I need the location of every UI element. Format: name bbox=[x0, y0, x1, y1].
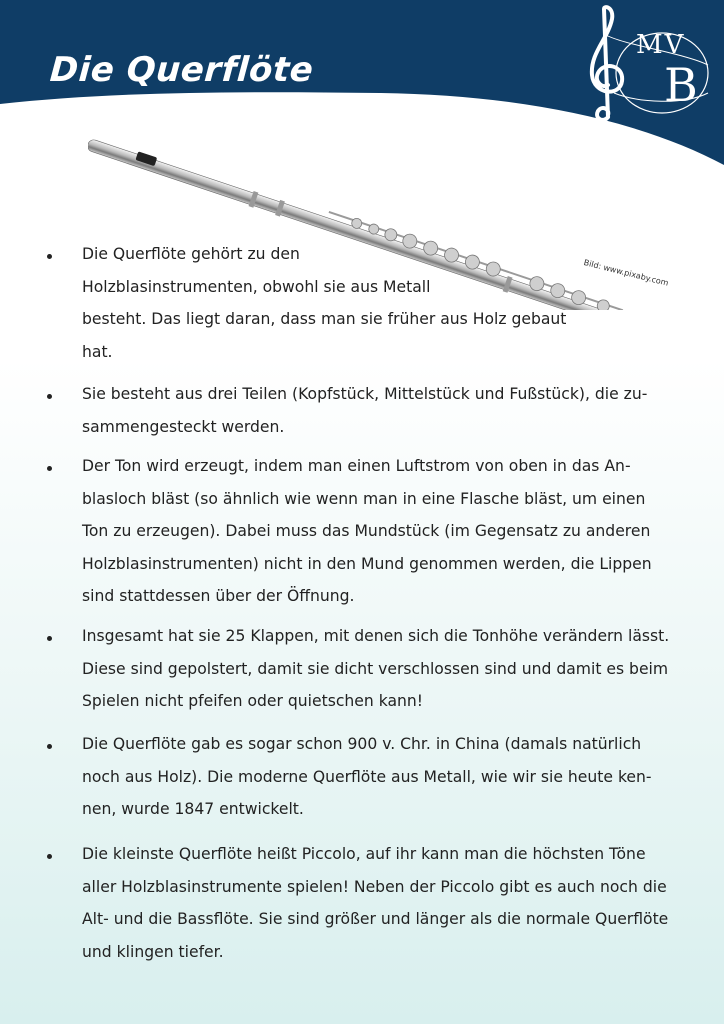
fact-text: Der Ton wird erzeugt, indem man einen Luftstrom von oben in das An- blasloch bläst (so ähnlich wie wenn man in eine Flasche bläst, um einen Ton zu erzeugen). Dabei muss das Mundstück (im Gegensatz zu anderen Holzblasinstrumenten) nicht in den Mund genommen werden, die Lippen sind stattdessen über der Öffnung. bbox=[82, 457, 652, 606]
bullet-icon bbox=[47, 394, 52, 399]
logo-text-b: B bbox=[664, 58, 698, 112]
bullet-icon bbox=[47, 466, 52, 471]
fact-text: Sie besteht aus drei Teilen (Kopfstück, Mittelstück und Fußstück), die zu- sammengesteckt werden. bbox=[82, 385, 648, 436]
bullet-icon bbox=[47, 636, 52, 641]
fact-text: Die kleinste Querflöte heißt Piccolo, auf ihr kann man die höchsten Töne aller Holzblasinstrumente spielen! Neben der Piccolo gibt es auch noch die Alt- und die Bassflöte. Sie sind größer und länger als die normale Querflöte und klingen tiefer. bbox=[82, 845, 669, 961]
fact-text: Die Querflöte gab es sogar schon 900 v. Chr. in China (damals natürlich noch aus Holz). Die moderne Querflöte aus Metall, wie wir sie heute ken- nen, wurde 1847 entwickelt. bbox=[82, 735, 652, 819]
page-title: Die Querflöte bbox=[48, 50, 315, 90]
bullet-icon bbox=[47, 744, 52, 749]
fact-text: Insgesamt hat sie 25 Klappen, mit denen sich die Tonhöhe verändern lässt. Diese sind gepolstert, damit sie dicht verschlossen sind und damit es beim Spielen nicht pfeifen oder quietschen kann! bbox=[82, 627, 670, 711]
bullet-icon bbox=[47, 854, 52, 859]
fact-text: Die Querflöte gehört zu den Holzblasinstrumenten, obwohl sie aus Metall besteht. Das liegt daran, dass man sie früher aus Holz gebaut hat. bbox=[82, 245, 567, 361]
image-credit: Bild: www.pixaby.com bbox=[582, 258, 670, 288]
logo-text-mv: MV bbox=[636, 30, 686, 60]
bullet-icon bbox=[47, 254, 52, 259]
